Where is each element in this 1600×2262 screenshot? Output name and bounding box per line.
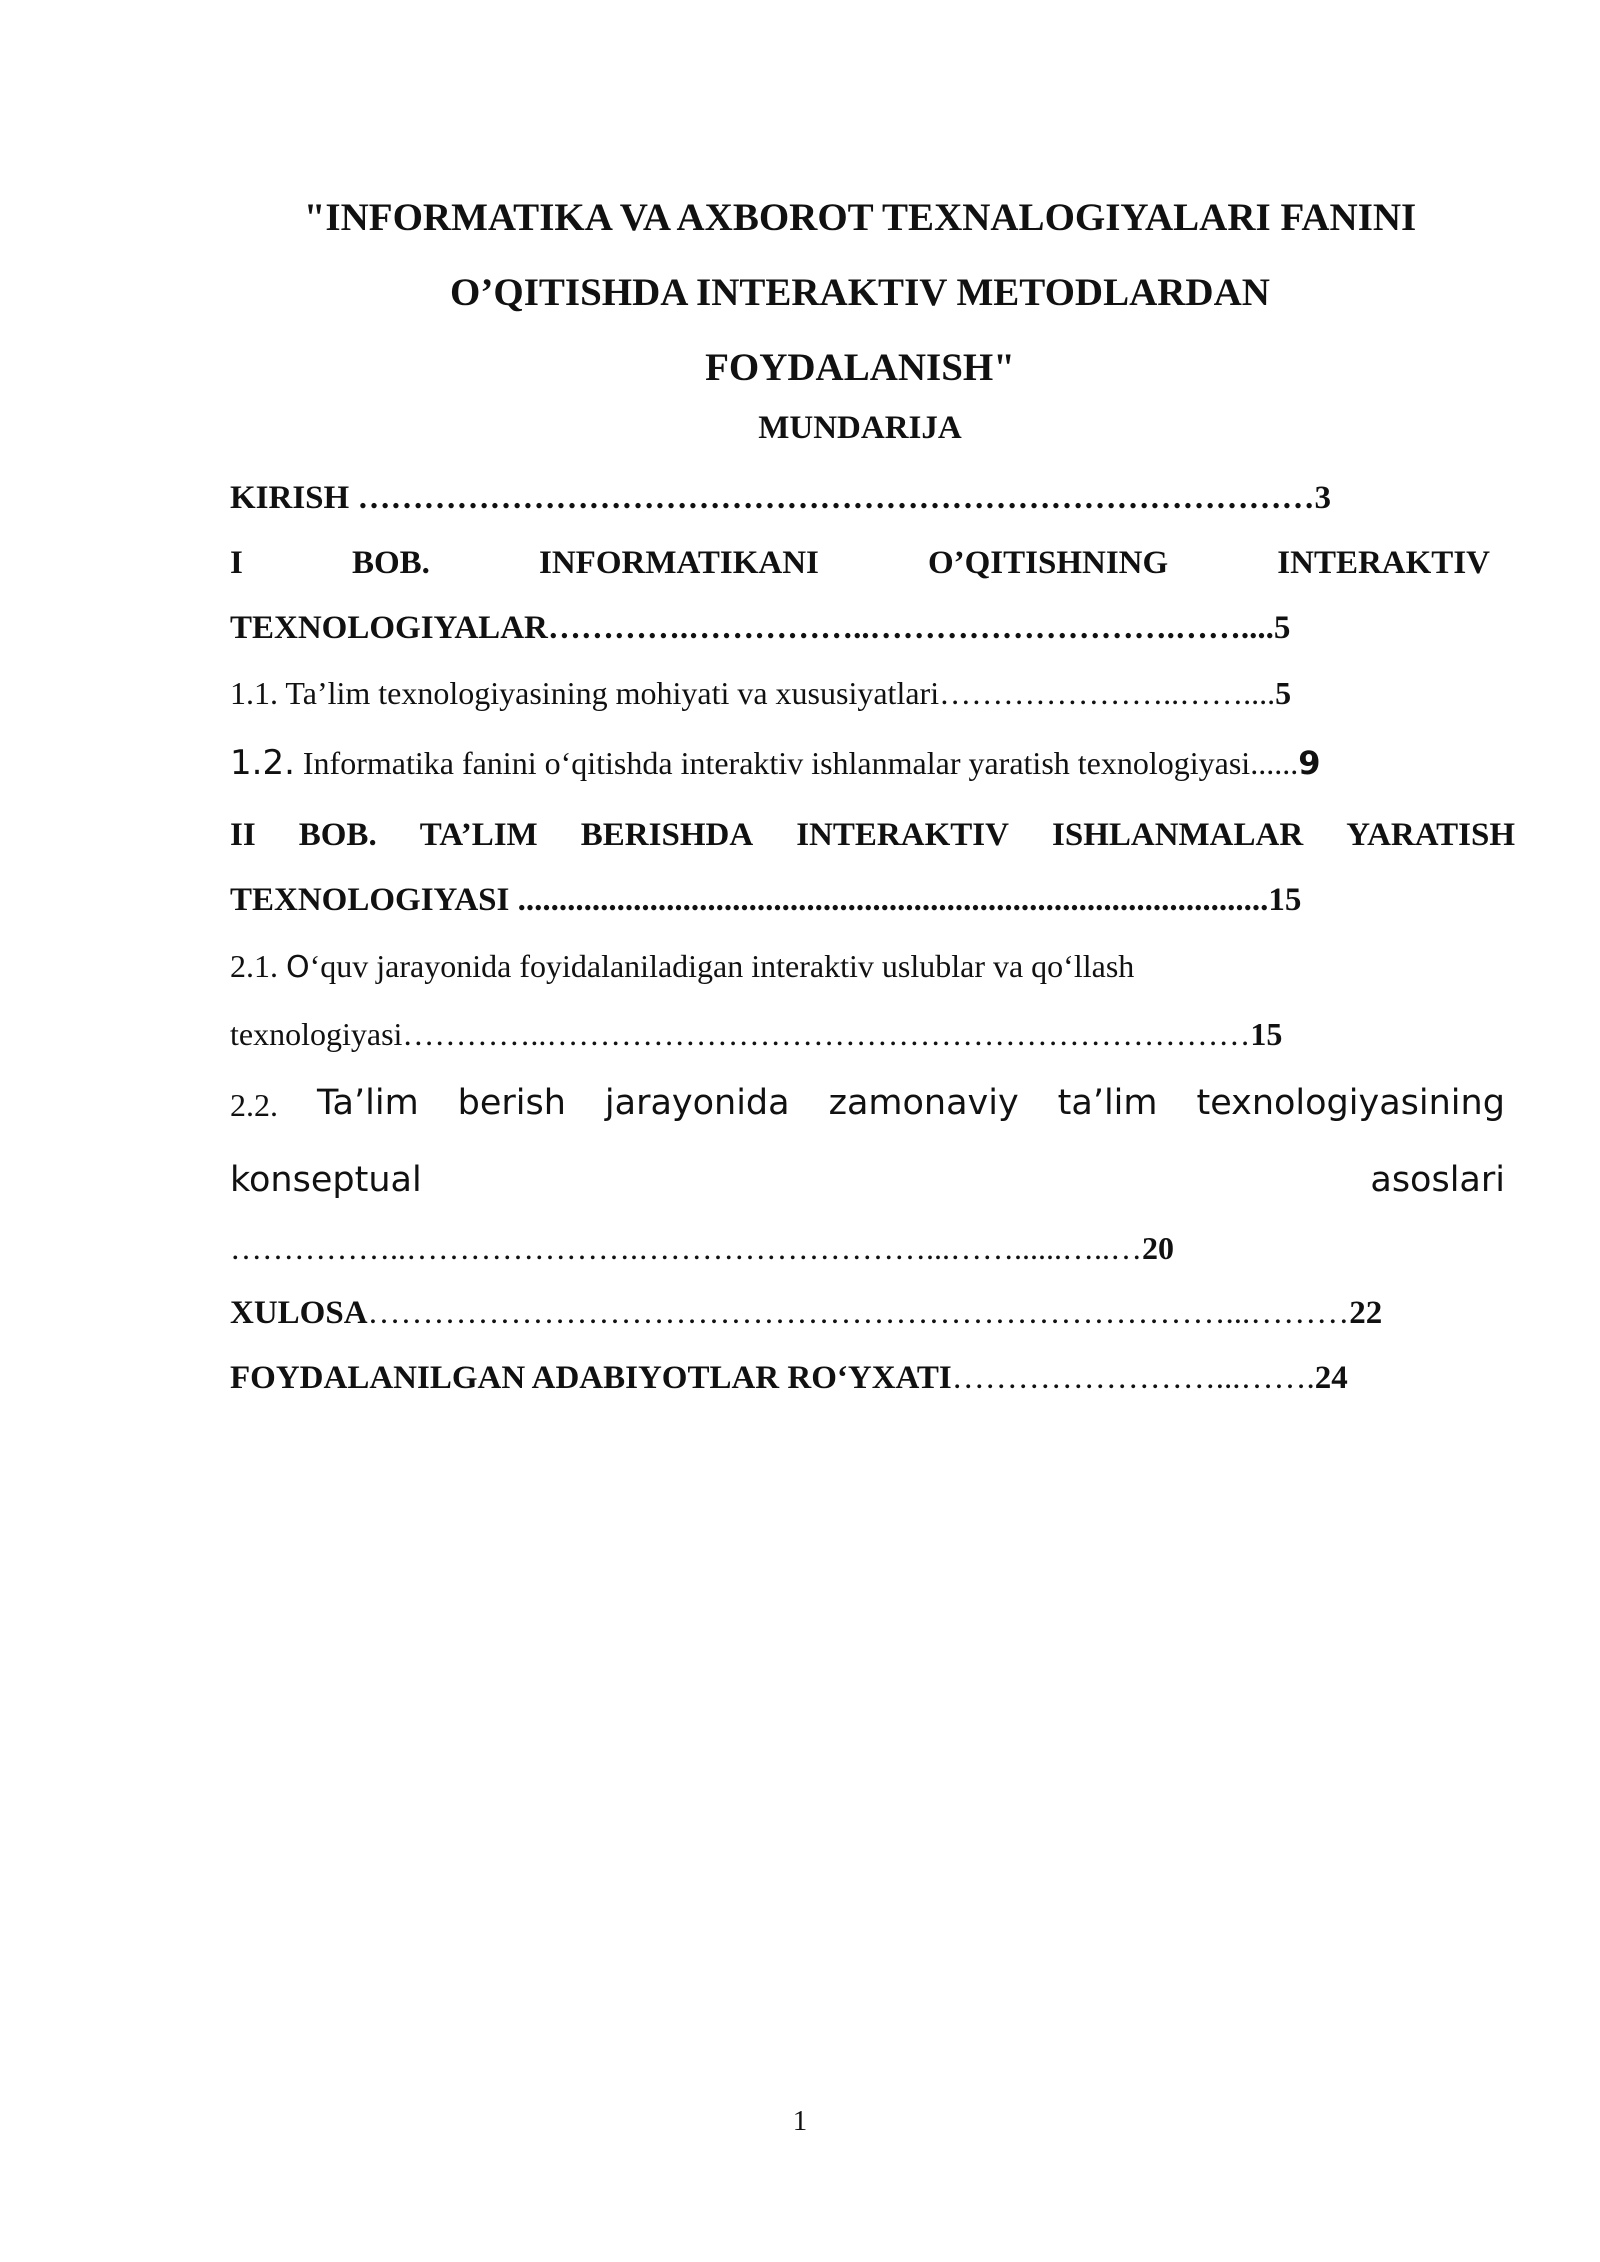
title-line-2: O’QITISHDA INTERAKTIV METODLARDAN (450, 271, 1270, 314)
toc-entry-word: jarayonida (604, 1083, 790, 1123)
toc-entry-word: ta’lim (1057, 1083, 1158, 1123)
toc-entry-label: KIRISH (230, 480, 350, 516)
chapter-1-word: O’QITISHNING (927, 545, 1169, 581)
toc-entry-chapter-1 (230, 545, 1490, 582)
toc-entry-number: 2.2. (230, 1087, 278, 1123)
toc-page-number: 15 (1250, 1016, 1283, 1052)
toc-entry-label: 1.1. Ta’lim texnologiyasining mohiyati va xususiyatlari (230, 675, 940, 711)
toc-entry-chapter-1-cont (230, 610, 1510, 647)
toc-entry-2-1-cont (230, 1016, 1525, 1053)
toc-leader-dots: …………………………………………………………………………… (349, 480, 1315, 516)
toc-entry-word: zamonaviy (828, 1083, 1019, 1123)
toc-entry-label: XULOSA (230, 1295, 368, 1331)
toc-entry-word: Ta’lim (316, 1083, 419, 1123)
toc-leader-dots: …………..………………………………………………………… (402, 1016, 1251, 1052)
toc-leader-dots: ……………………………………………………………………...……… (367, 1295, 1350, 1331)
toc-entry-kirish (230, 480, 1510, 517)
toc-entry-2-1 (230, 948, 1510, 985)
toc-page-number: 20 (1142, 1230, 1174, 1266)
toc-page-number: 3 (1314, 480, 1331, 516)
toc-entry-2-2-dots (230, 1230, 1510, 1267)
chapter-1-word: INTERAKTIV (1277, 545, 1490, 581)
chapter-2-word: II (230, 817, 256, 853)
toc-entry-letter: O (286, 950, 310, 985)
toc-entry-number: 1.2. (230, 743, 295, 783)
toc-entry-references (230, 1360, 1530, 1397)
toc-leader-dots: ........................................................................................... (509, 882, 1269, 918)
toc-entry-chapter-2 (230, 817, 1515, 854)
toc-entry-number: 2.1. (230, 948, 286, 984)
toc-entry-1-2 (230, 743, 1530, 783)
toc-page-number: 22 (1349, 1295, 1383, 1331)
toc-entry-word: konseptual (230, 1160, 422, 1200)
document-title (200, 180, 1520, 405)
page-number: 1 (792, 2105, 808, 2137)
chapter-1-word: BOB. (351, 545, 430, 581)
toc-entry-label: TEXNOLOGIYALAR (230, 610, 548, 646)
toc-entry-label: ‘quv jarayonida foyidalaniladigan interaktiv uslublar va qo‘llash (309, 948, 1135, 984)
chapter-2-word: TA’LIM (419, 817, 538, 853)
toc-entry-word: berish (457, 1083, 566, 1123)
toc-leader-dots: …………………..…….... (939, 675, 1276, 711)
chapter-1-word: I (230, 545, 243, 581)
toc-leader-dots: ……………..………………….………………………...……......…..… (230, 1230, 1142, 1266)
chapter-2-word: YARATISH (1346, 817, 1515, 853)
toc-entry-label: FOYDALANILGAN ADABIYOTLAR RO‘YXATI (230, 1360, 952, 1396)
toc-leader-dots: ………….……………..……………………….…….... (547, 610, 1274, 646)
toc-entry-xulosa (230, 1295, 1525, 1332)
toc-entry-label: Informatika fanini o‘qitishda interaktiv ishlanmalar yaratish texnologiyasi (294, 745, 1251, 781)
toc-entry-label: TEXNOLOGIYASI (230, 882, 510, 918)
toc-entry-label: texnologiyasi (230, 1016, 403, 1052)
chapter-2-word: INTERAKTIV (796, 817, 1009, 853)
toc-page-number: 9 (1298, 744, 1321, 782)
toc-entry-word: texnologiyasining (1196, 1083, 1505, 1123)
chapter-2-word: BOB. (298, 817, 377, 853)
chapter-2-word: BERISHDA (580, 817, 754, 853)
toc-page-number: 15 (1268, 882, 1302, 918)
toc-leader-dots: ……………………...……. (951, 1360, 1315, 1396)
toc-leader-dots: ...... (1250, 745, 1299, 781)
toc-entry-word: asoslari (1370, 1160, 1505, 1200)
toc-page-number: 24 (1314, 1360, 1348, 1396)
toc-page-number: 5 (1273, 610, 1291, 646)
title-line-1: "INFORMATIKA VA AXBOROT TEXNALOGIYALARI FANINI (303, 196, 1417, 239)
title-line-3: FOYDALANISH" (705, 346, 1015, 389)
toc-heading: MUNDARIJA (758, 410, 962, 446)
toc-entry-2-2-cont (230, 1160, 1505, 1200)
chapter-2-word: ISHLANMALAR (1052, 817, 1304, 853)
toc-entry-1-1 (230, 675, 1510, 712)
chapter-1-word: INFORMATIKANI (538, 545, 819, 581)
toc-page-number: 5 (1275, 675, 1292, 711)
toc-entry-2-2 (230, 1083, 1505, 1124)
toc-entry-chapter-2-cont (230, 882, 1525, 919)
